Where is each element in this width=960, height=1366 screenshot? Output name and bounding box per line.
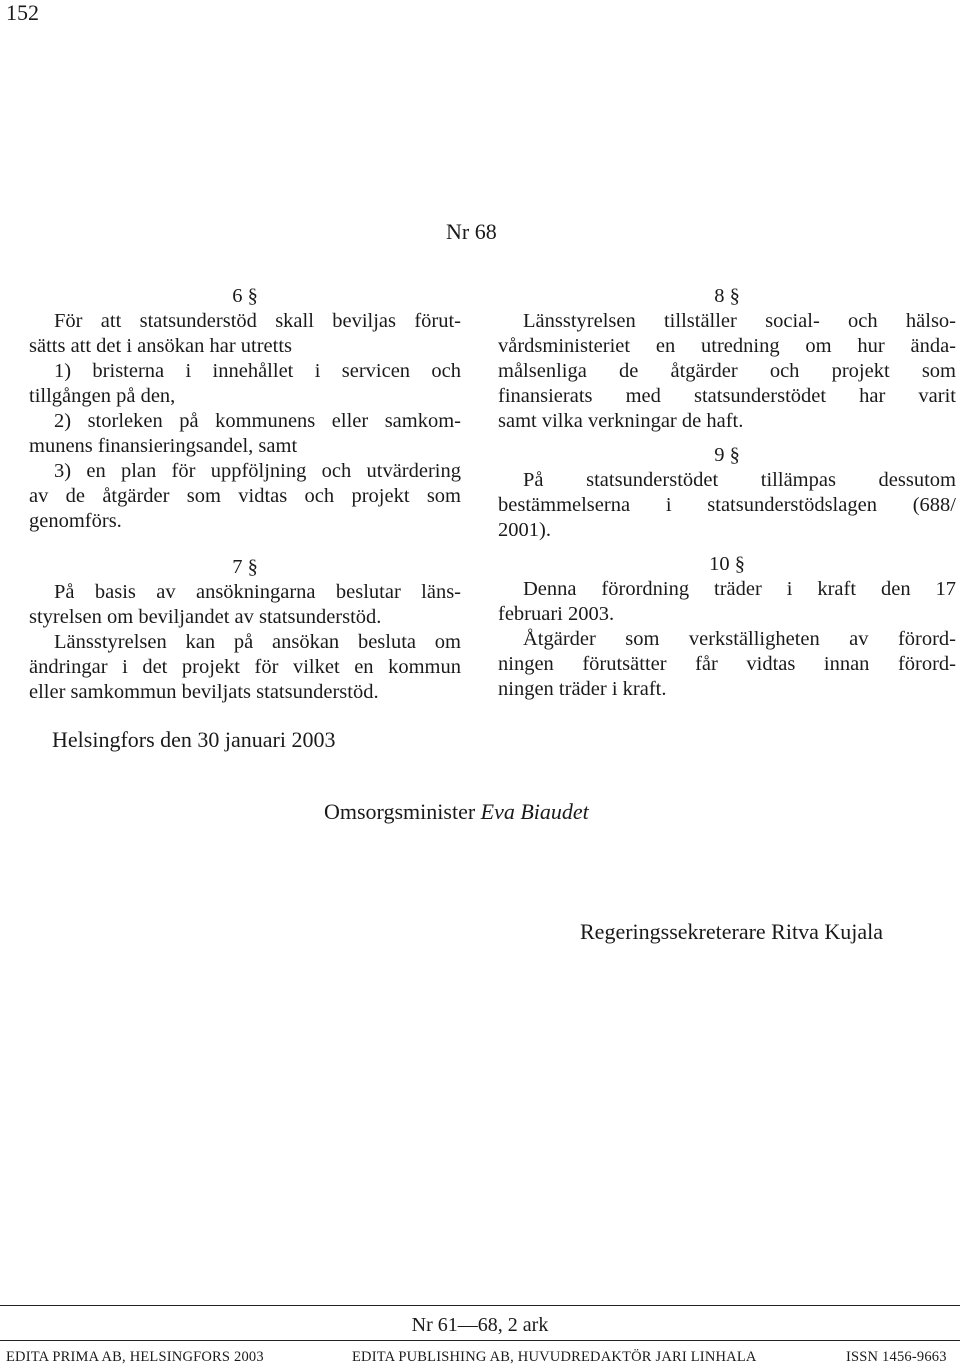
section-7-body — [29, 580, 461, 705]
text-line: 2001). — [498, 519, 551, 541]
text-line: munens finansieringsandel, samt — [29, 435, 298, 457]
text-line: 2) storleken på kommunens eller samkom- — [54, 410, 461, 432]
text-line: målsenliga de åtgärder och projekt som — [498, 360, 956, 382]
text-line: Åtgärder som verkställigheten av förord- — [523, 628, 956, 650]
text-line: finansierats med statsunderstödet har varit — [498, 385, 956, 407]
date-line: Helsingfors den 30 januari 2003 — [52, 727, 336, 752]
text-line: ningen träder i kraft. — [498, 678, 667, 700]
footer-divider-bottom — [0, 1340, 960, 1341]
text-line: På statsunderstödet tillämpas dessutom — [523, 469, 956, 491]
text-line: ändringar i det projekt för vilket en kommun — [29, 656, 461, 678]
text-line: samt vilka verkningar de haft. — [498, 410, 744, 432]
footer-publisher: EDITA PUBLISHING AB, HUVUDREDAKTÖR JARI LINHALA — [352, 1349, 757, 1365]
text-line: av de åtgärder som vidtas och projekt som — [29, 485, 461, 507]
footer-issn: ISSN 1456-9663 — [846, 1349, 947, 1365]
text-line: eller samkommun beviljats statsunderstöd. — [29, 681, 379, 703]
section-6-body — [29, 309, 461, 534]
text-line: Denna förordning träder i kraft den 17 — [523, 578, 956, 600]
text-line: styrelsen om beviljandet av statsunderstöd. — [29, 606, 382, 628]
section-9-body — [498, 468, 956, 543]
section-8-body — [498, 309, 956, 434]
section-heading-8: 8 § — [714, 285, 740, 307]
section-10-body — [498, 577, 956, 702]
left-column — [29, 283, 461, 705]
section-heading-9: 9 § — [714, 444, 740, 466]
text-line: 1) bristerna i innehållet i servicen och — [54, 360, 461, 382]
text-line: genomförs. — [29, 510, 122, 532]
text-line: Länsstyrelsen kan på ansökan besluta om — [54, 631, 461, 653]
section-heading-10: 10 § — [709, 553, 745, 575]
minister-title: Omsorgsminister — [324, 799, 476, 824]
sheet-count: Nr 61—68, 2 ark — [411, 1314, 549, 1336]
footer-printer: EDITA PRIMA AB, HELSINGFORS 2003 — [6, 1349, 264, 1365]
section-heading-6: 6 § — [232, 285, 258, 307]
footer-divider-top — [0, 1305, 960, 1306]
text-line: sätts att det i ansökan har utretts — [29, 335, 293, 357]
text-line: tillgången på den, — [29, 385, 176, 407]
minister-signature — [324, 798, 589, 826]
text-line: På basis av ansökningarna beslutar läns- — [54, 581, 461, 603]
secretary-signature: Regeringssekreterare Ritva Kujala — [580, 919, 883, 944]
text-line: vårdsministeriet en utredning om hur ända- — [498, 335, 956, 357]
right-column — [498, 283, 956, 702]
text-line: Länsstyrelsen tillställer social- och hälso- — [523, 310, 956, 332]
document-number: Nr 68 — [446, 219, 497, 244]
text-line: februari 2003. — [498, 603, 615, 625]
text-line: ningen förutsätter får vidtas innan förord- — [498, 653, 956, 675]
text-line: 3) en plan för uppföljning och utvärdering — [54, 460, 461, 482]
text-line: bestämmelserna i statsunderstödslagen (688/ — [498, 494, 956, 516]
section-heading-7: 7 § — [232, 556, 258, 578]
page-number: 152 — [6, 0, 39, 25]
minister-name: Eva Biaudet — [480, 799, 589, 824]
text-line: För att statsunderstöd skall beviljas förut- — [54, 310, 461, 332]
